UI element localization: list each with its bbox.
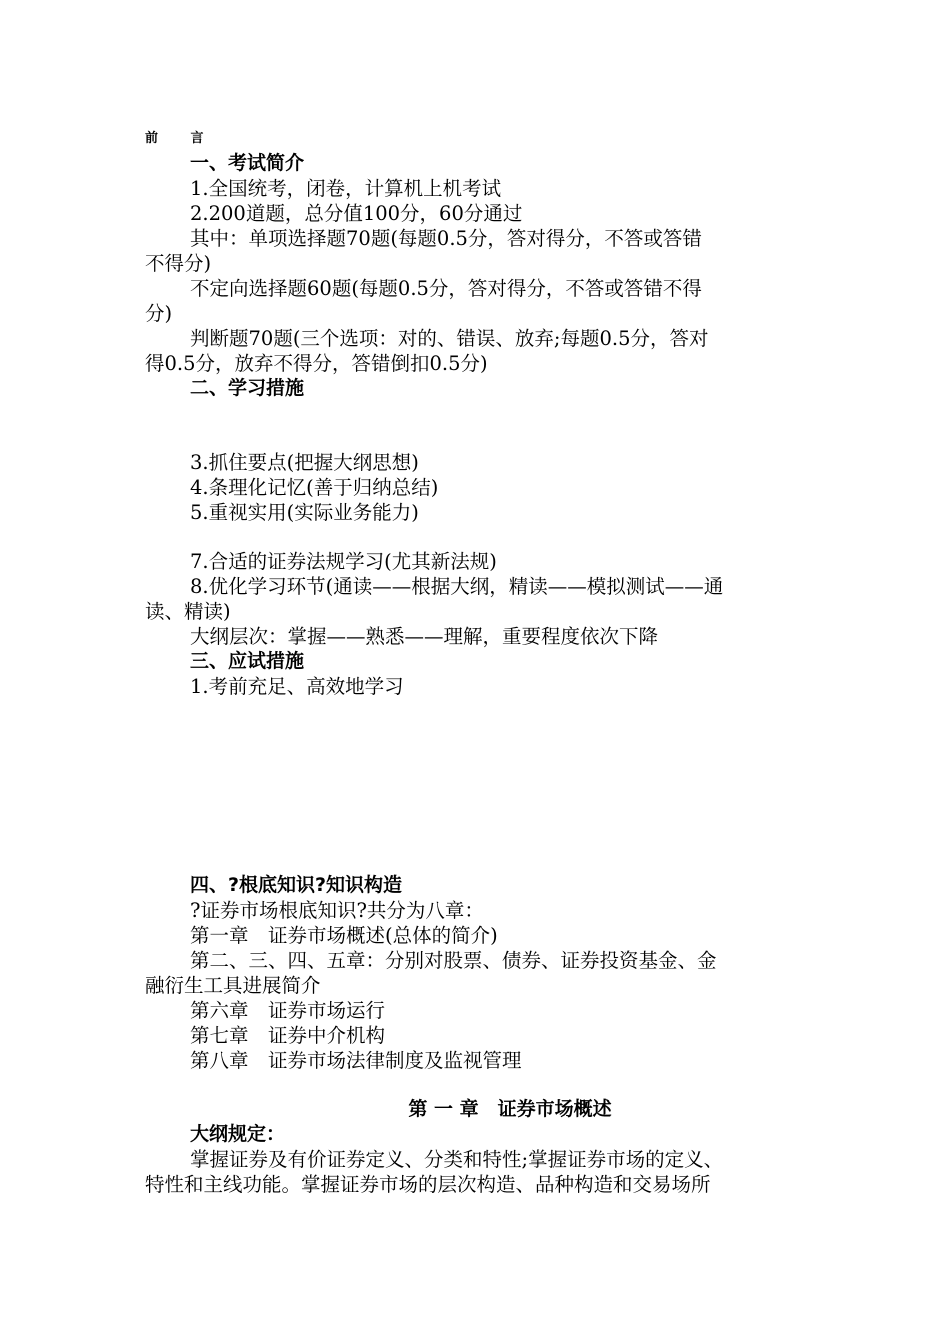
section-2-heading: 二、学习措施 (190, 377, 305, 399)
paragraph-line: 3.抓住要点(把握大纲思想) (190, 451, 419, 474)
paragraph-line: 不得分) (145, 252, 212, 275)
preface-title: 前 言 (145, 131, 218, 146)
paragraph-line: 5.重视实用(实际业务能力) (190, 501, 419, 524)
paragraph-line: 大纲层次：掌握——熟悉——理解，重要程度依次下降 (190, 625, 659, 648)
paragraph-line: ?证券市场根底知识?共分为八章： (190, 899, 484, 922)
chapter-title: 第 一 章 证券市场概述 (408, 1098, 612, 1120)
paragraph-line: 7.合适的证券法规学习(尤其新法规) (190, 550, 497, 573)
paragraph-line: 判断题70题(三个选项：对的、错误、放弃;每题0.5分，答对 (190, 327, 709, 350)
section-3-heading: 三、应试措施 (190, 650, 305, 672)
paragraph-line: 1.考前充足、高效地学习 (190, 675, 404, 698)
paragraph-line: 4.条理化记忆(善于归纳总结) (190, 476, 439, 499)
paragraph-line: 分) (145, 302, 173, 325)
paragraph-line: 不定向选择题60题(每题0.5分，答对得分，不答或答错不得 (190, 277, 702, 300)
paragraph-line: 其中：单项选择题70题(每题0.5分，答对得分，不答或答错 (190, 227, 702, 250)
paragraph-line: 第二、三、四、五章：分别对股票、债券、证券投资基金、金 (190, 949, 717, 972)
paragraph-line: 8.优化学习环节(通读——根据大纲，精读——模拟测试——通 (190, 575, 724, 598)
paragraph-line: 1.全国统考，闭卷，计算机上机考试 (190, 177, 502, 200)
paragraph-line: 读、精读) (145, 600, 231, 623)
paragraph-line: 第一章 证券市场概述(总体的简介) (190, 924, 498, 947)
section-1-heading: 一、考试简介 (190, 152, 305, 174)
section-4-heading: 四、?根底知识?知识构造 (190, 874, 403, 896)
paragraph-line: 第七章 证券中介机构 (190, 1024, 386, 1047)
paragraph-line: 得0.5分，放弃不得分，答错倒扣0.5分) (145, 352, 488, 375)
paragraph-line: 2.200道题，总分值100分，60分通过 (190, 202, 523, 225)
paragraph-line: 掌握证券及有价证券定义、分类和特性;掌握证券市场的定义、 (190, 1148, 724, 1171)
outline-label: 大纲规定： (190, 1123, 286, 1145)
paragraph-line: 融衍生工具进展简介 (145, 974, 321, 997)
paragraph-line: 特性和主线功能。掌握证券市场的层次构造、品种构造和交易场所 (145, 1173, 711, 1196)
paragraph-line: 第六章 证券市场运行 (190, 999, 386, 1022)
paragraph-line: 第八章 证券市场法律制度及监视管理 (190, 1049, 522, 1072)
